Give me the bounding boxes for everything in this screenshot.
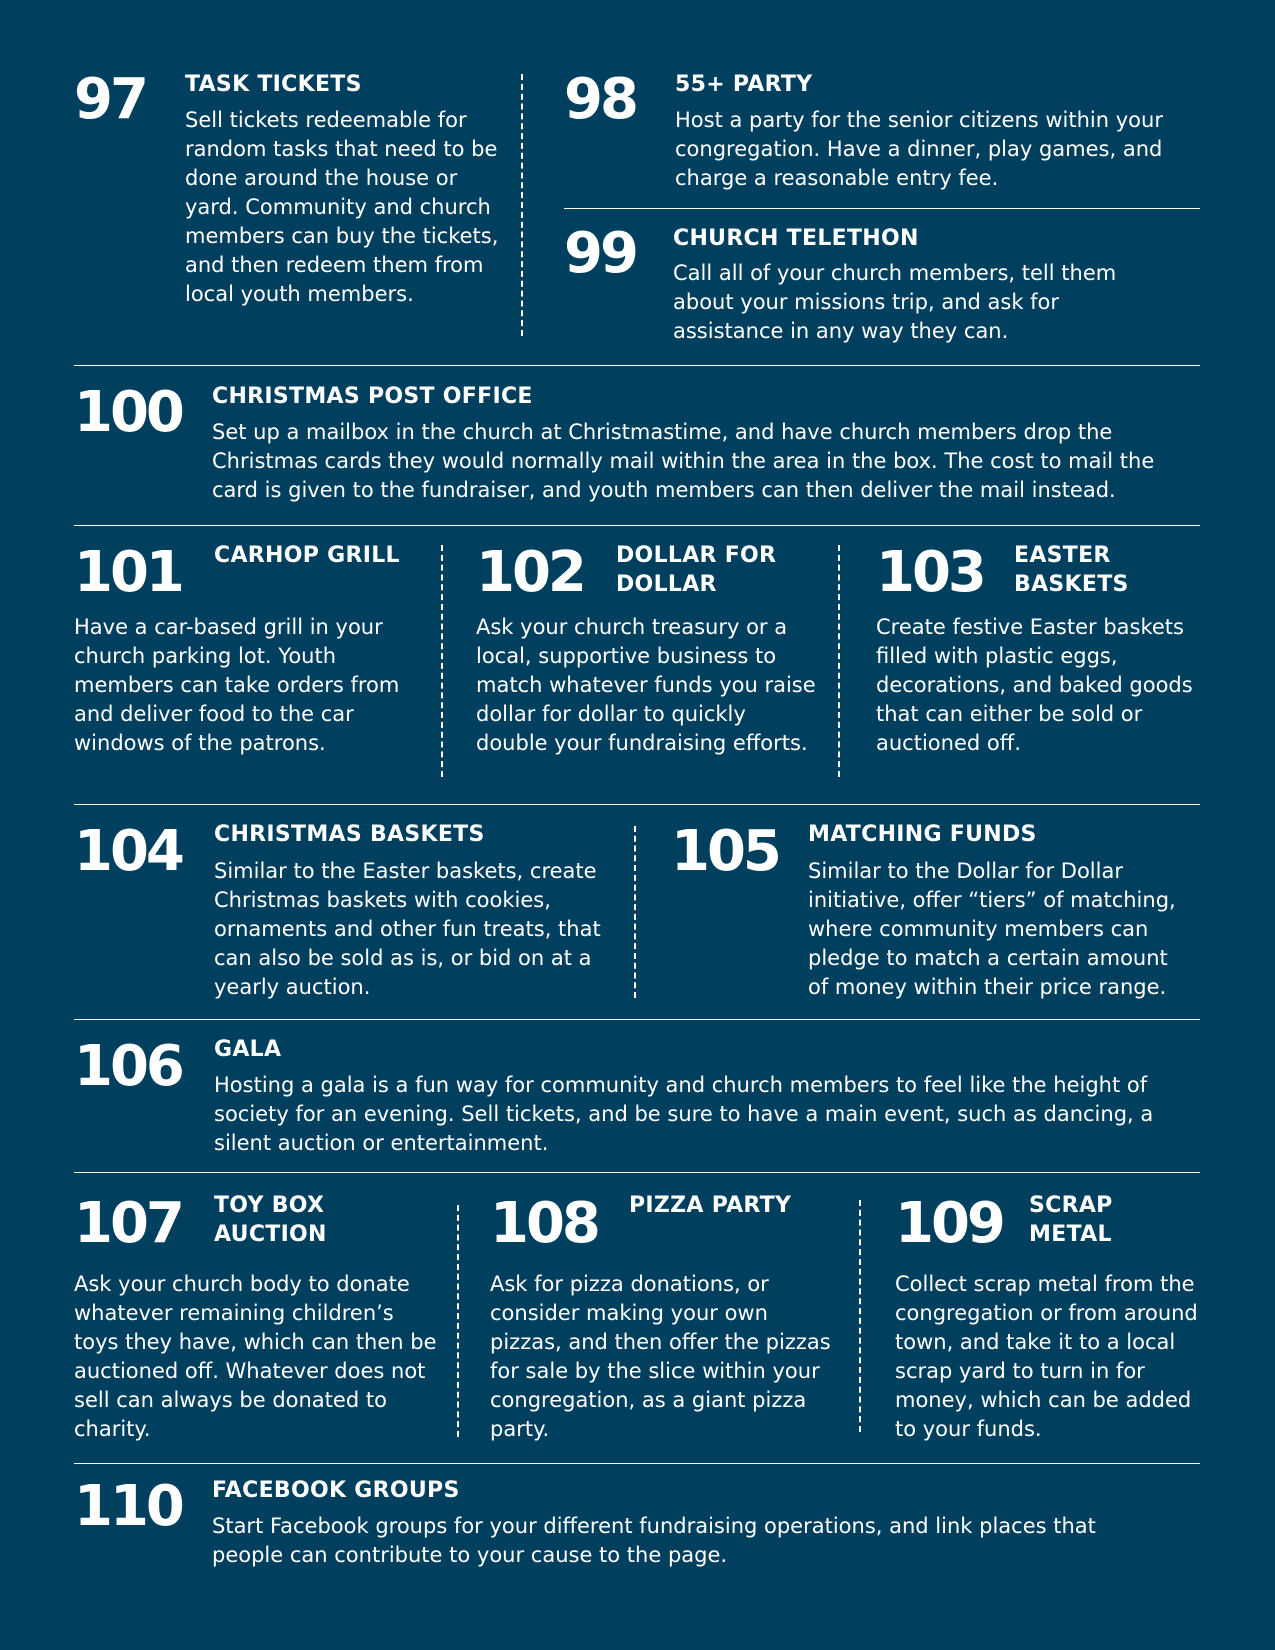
item-number: 100 xyxy=(74,380,182,445)
item-number: 101 xyxy=(74,540,182,605)
item-number: 97 xyxy=(74,67,146,132)
item-description: Set up a mailbox in the church at Christmastime, and have church members drop the Christmas cards they would normally mail within the area in the box. The cost to mail the card is given to the fundraiser, and youth members can then deliver the mail instead. xyxy=(212,420,1155,502)
section-divider xyxy=(74,525,1200,526)
item-title: 55+ PARTY xyxy=(675,72,813,97)
item-title: TOY BOX AUCTION xyxy=(214,1193,327,1247)
section-divider xyxy=(74,1019,1200,1020)
item-number: 104 xyxy=(74,819,182,884)
item-title: TASK TICKETS xyxy=(185,72,362,97)
column-divider xyxy=(441,545,443,777)
item-number: 102 xyxy=(476,540,584,605)
item-description: Hosting a gala is a fun way for community and church members to feel like the height of society for an evening. Sell tickets, and be sure to have a main event, such as dancing, a silent auction or entertainment. xyxy=(214,1073,1154,1155)
item-description: Collect scrap metal from the congregation or from around town, and take it to a local scrap yard to turn in for money, which can be added to your funds. xyxy=(895,1272,1198,1441)
item-description: Create festive Easter baskets filled with plastic eggs, decorations, and baked goods that can either be sold or auctioned off. xyxy=(876,615,1193,755)
section-divider xyxy=(74,1463,1200,1464)
item-number: 103 xyxy=(876,540,984,605)
column-divider xyxy=(457,1205,459,1437)
item-description: Ask your church treasury or a local, supportive business to match whatever funds you raise dollar for dollar to quickly double your fundraising efforts. xyxy=(476,615,816,755)
column-divider xyxy=(521,74,523,336)
section-divider xyxy=(74,365,1200,366)
column-divider xyxy=(634,826,636,998)
item-title: CARHOP GRILL xyxy=(214,543,400,568)
item-title: CHURCH TELETHON xyxy=(673,226,919,251)
section-divider xyxy=(74,1172,1200,1173)
item-title: PIZZA PARTY xyxy=(629,1193,792,1218)
item-description: Start Facebook groups for your different fundraising operations, and link places that people can contribute to your cause to the page. xyxy=(212,1514,1096,1567)
item-number: 110 xyxy=(74,1474,182,1539)
item-description: Host a party for the senior citizens within your congregation. Have a dinner, play games, and charge a reasonable entry fee. xyxy=(675,108,1163,190)
item-description: Ask your church body to donate whatever remaining children’s toys they have, which can then be auctioned off. Whatever does not sell can always be donated to charity. xyxy=(74,1272,437,1441)
section-divider xyxy=(74,804,1200,805)
item-title: CHRISTMAS POST OFFICE xyxy=(212,384,533,409)
item-description: Similar to the Dollar for Dollar initiative, offer “tiers” of matching, where community members can pledge to match a certain amount of money within their price range. xyxy=(808,859,1176,999)
item-number: 99 xyxy=(564,221,636,286)
item-number: 107 xyxy=(74,1191,182,1256)
item-number: 106 xyxy=(74,1034,182,1099)
item-number: 98 xyxy=(564,67,636,132)
column-divider xyxy=(859,1200,861,1432)
item-title: DOLLAR FOR DOLLAR xyxy=(616,543,777,597)
item-number: 105 xyxy=(671,819,779,884)
section-divider xyxy=(564,208,1200,209)
item-title: EASTER BASKETS xyxy=(1014,543,1129,597)
item-description: Similar to the Easter baskets, create Christmas baskets with cookies, ornaments and other fun treats, that can also be sold as is, or bid on at a yearly auction. xyxy=(214,859,601,999)
column-divider xyxy=(838,545,840,777)
item-title: GALA xyxy=(214,1037,282,1062)
item-description: Sell tickets redeemable for random tasks that need to be done around the house or yard. Community and church members can buy the tickets, and then redeem them from local youth members. xyxy=(185,108,499,306)
item-title: SCRAP METAL xyxy=(1029,1193,1113,1247)
item-number: 108 xyxy=(490,1191,598,1256)
item-description: Have a car-based grill in your church parking lot. Youth members can take orders from and deliver food to the car windows of the patrons. xyxy=(74,615,400,755)
item-description: Ask for pizza donations, or consider making your own pizzas, and then offer the pizzas for sale by the slice within your congregation, as a giant pizza party. xyxy=(490,1272,831,1441)
item-title: CHRISTMAS BASKETS xyxy=(214,822,485,847)
item-description: Call all of your church members, tell them about your missions trip, and ask for assistance in any way they can. xyxy=(673,261,1117,343)
item-title: MATCHING FUNDS xyxy=(808,822,1037,847)
item-title: FACEBOOK GROUPS xyxy=(212,1478,460,1503)
item-number: 109 xyxy=(895,1191,1003,1256)
